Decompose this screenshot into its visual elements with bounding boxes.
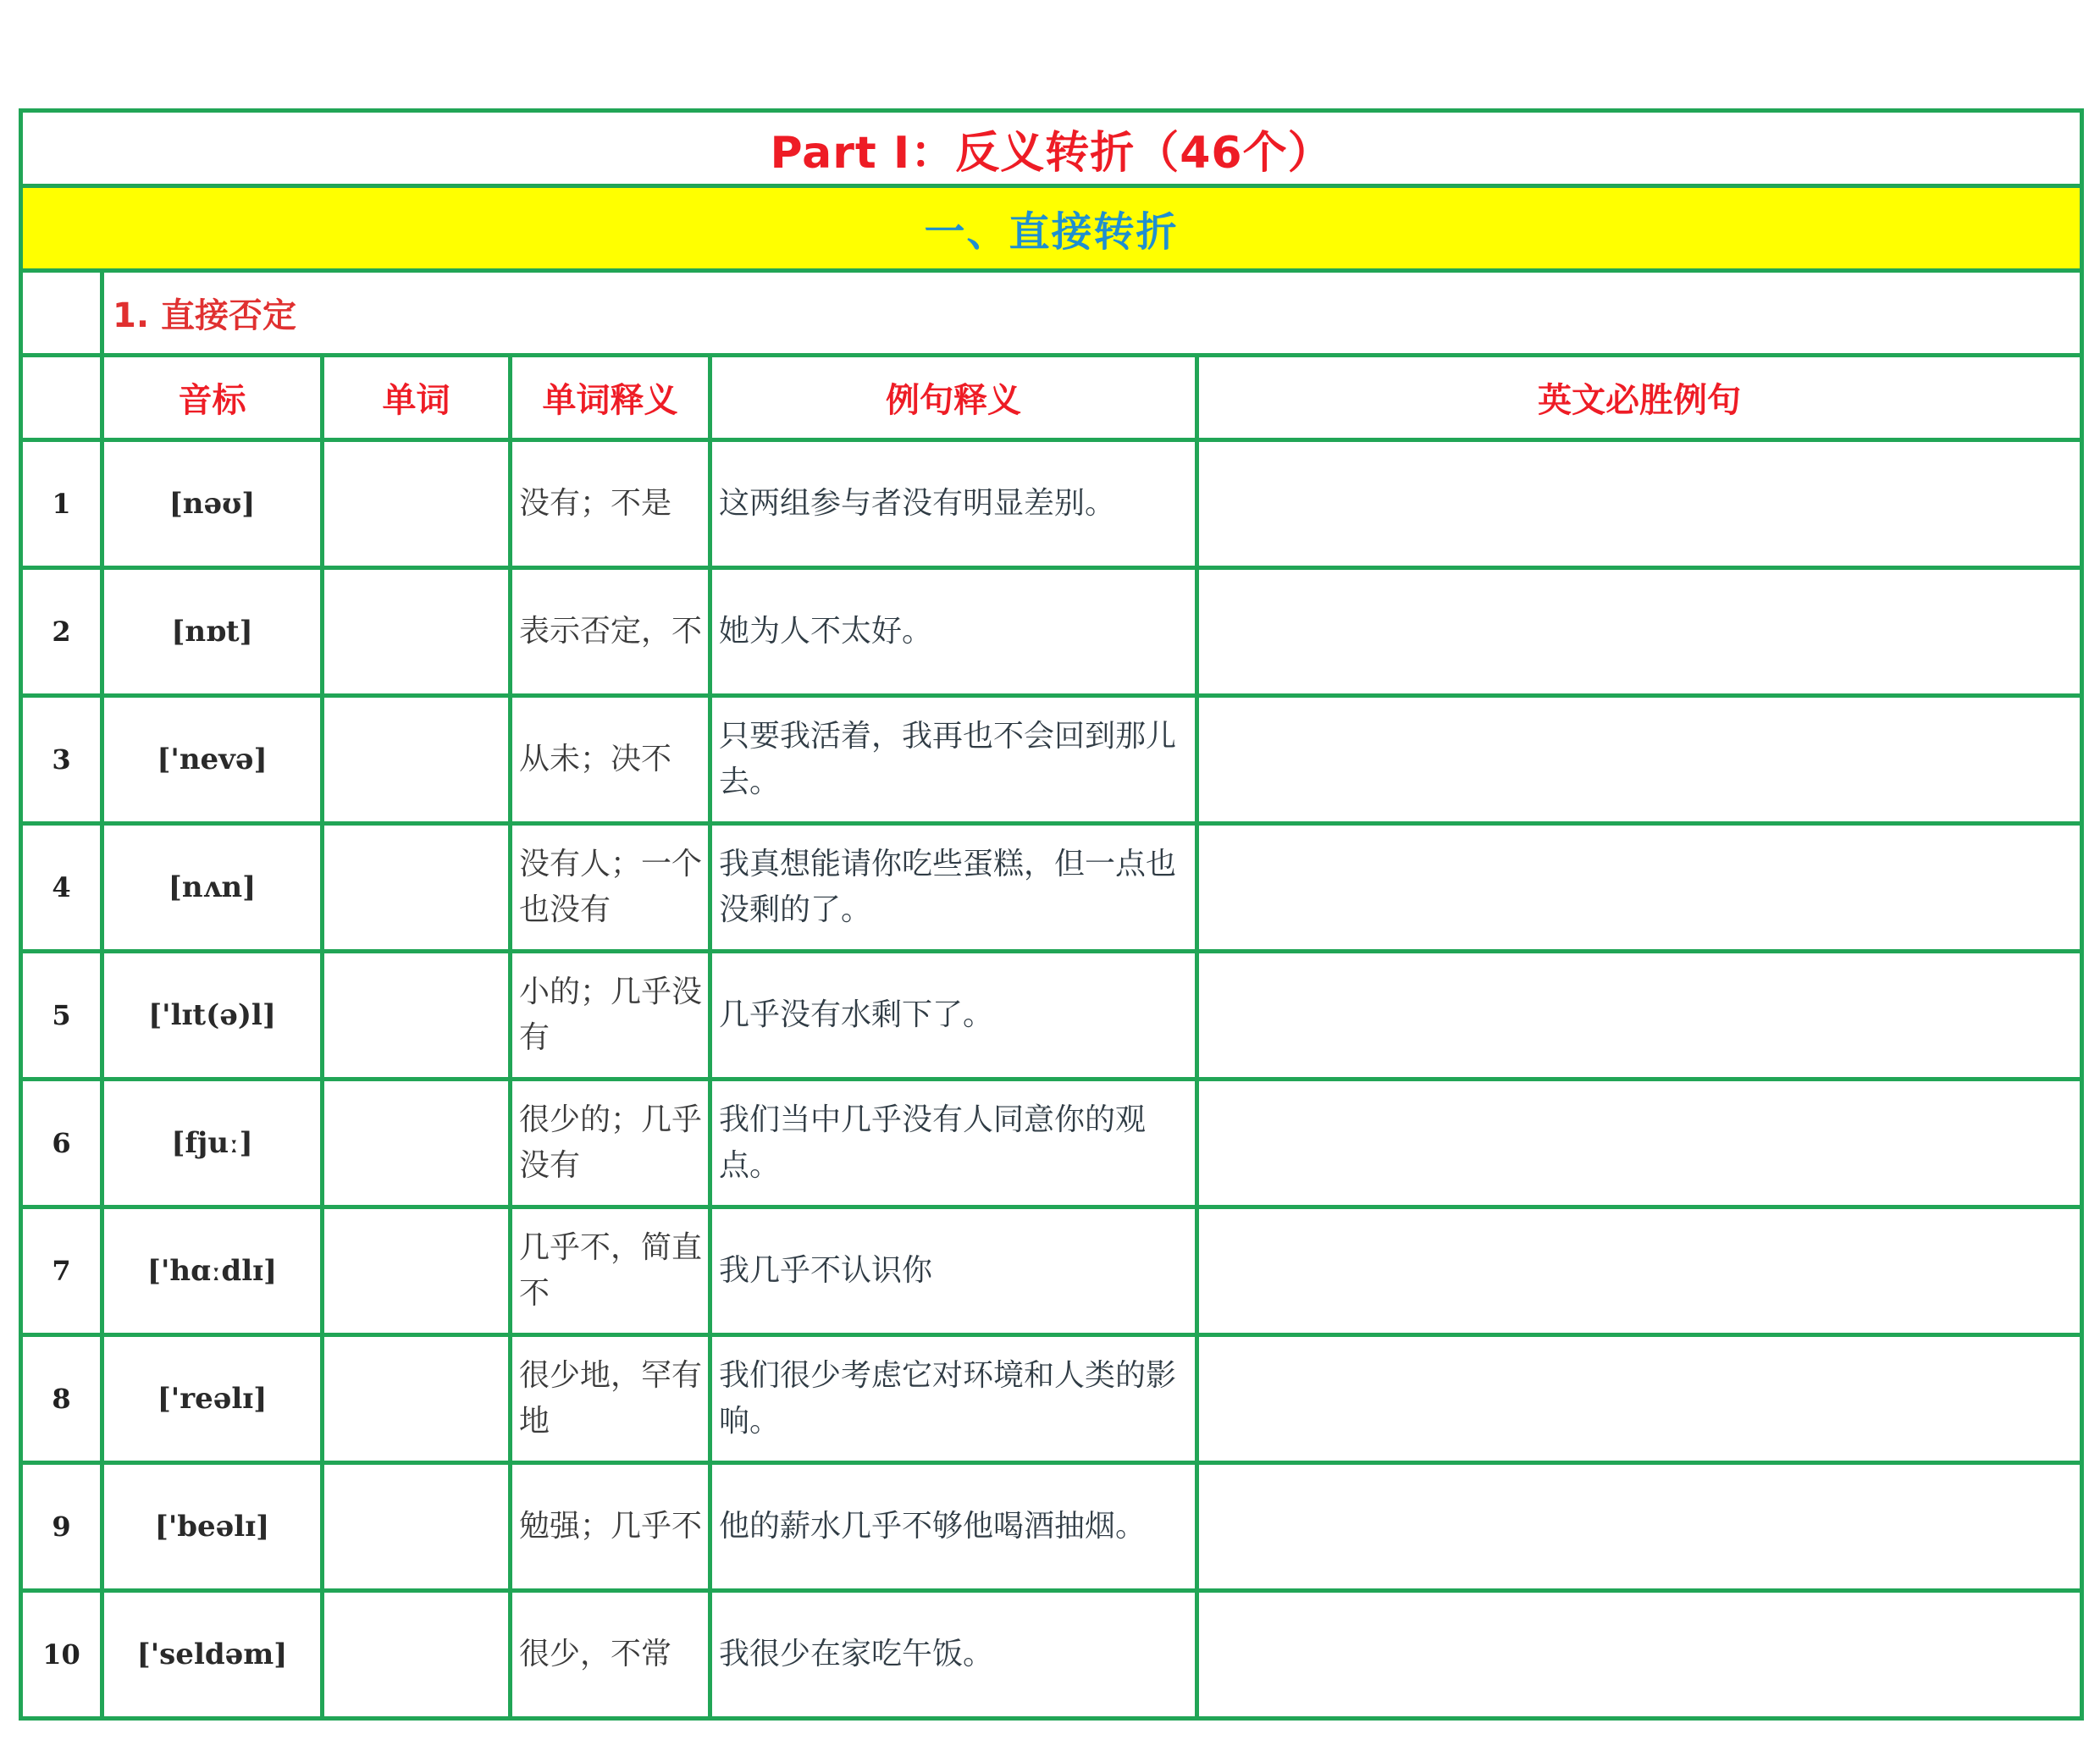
meaning-cell: 没有人；一个也没有 (511, 824, 710, 952)
example-meaning-cell: 我很少在家吃午饭。 (710, 1591, 1197, 1719)
phonetic-cell: ['reəlɪ] (102, 1335, 323, 1463)
title-row (21, 111, 2082, 186)
page-title: Part I：反义转折（46个） (21, 111, 2082, 186)
word-cell (323, 1080, 511, 1207)
word-cell (323, 568, 511, 696)
english-example-cell (1197, 952, 2082, 1080)
table-row (21, 1080, 2082, 1207)
english-example-cell (1197, 824, 2082, 952)
header-english-example: 英文必胜例句 (1197, 356, 2082, 440)
phonetic-cell: ['hɑːdlɪ] (102, 1207, 323, 1335)
example-meaning-cell: 我真想能请你吃些蛋糕，但一点也没剩的了。 (710, 824, 1197, 952)
word-cell (323, 1591, 511, 1719)
row-number: 7 (21, 1207, 102, 1335)
table-row (21, 568, 2082, 696)
row-number: 1 (21, 440, 102, 568)
header-word: 单词 (323, 356, 511, 440)
english-example-cell (1197, 1591, 2082, 1719)
row-number: 9 (21, 1463, 102, 1591)
example-meaning-cell: 这两组参与者没有明显差别。 (710, 440, 1197, 568)
meaning-cell: 几乎不，简直不 (511, 1207, 710, 1335)
section-heading: 一、直接转折 (21, 186, 2082, 271)
meaning-cell: 很少地，罕有地 (511, 1335, 710, 1463)
example-meaning-cell: 她为人不太好。 (710, 568, 1197, 696)
phonetic-cell: [fjuː] (102, 1080, 323, 1207)
meaning-cell: 小的；几乎没有 (511, 952, 710, 1080)
subsection-heading: 1. 直接否定 (102, 271, 2082, 356)
english-example-cell (1197, 696, 2082, 824)
meaning-cell: 勉强；几乎不 (511, 1463, 710, 1591)
meaning-cell: 很少的；几乎没有 (511, 1080, 710, 1207)
example-meaning-cell: 他的薪水几乎不够他喝酒抽烟。 (710, 1463, 1197, 1591)
phonetic-cell: ['nevə] (102, 696, 323, 824)
header-meaning: 单词释义 (511, 356, 710, 440)
header-example-meaning: 例句释义 (710, 356, 1197, 440)
english-example-cell (1197, 1207, 2082, 1335)
example-meaning-cell: 我们当中几乎没有人同意你的观点。 (710, 1080, 1197, 1207)
phonetic-cell: ['beəlɪ] (102, 1463, 323, 1591)
english-example-cell (1197, 1463, 2082, 1591)
meaning-cell: 没有；不是 (511, 440, 710, 568)
word-cell (323, 952, 511, 1080)
word-cell (323, 824, 511, 952)
row-number: 4 (21, 824, 102, 952)
english-example-cell (1197, 440, 2082, 568)
table-row (21, 696, 2082, 824)
word-cell (323, 1463, 511, 1591)
word-cell (323, 696, 511, 824)
subsection-row (21, 271, 2082, 356)
example-meaning-cell: 我们很少考虑它对环境和人类的影响。 (710, 1335, 1197, 1463)
row-number: 5 (21, 952, 102, 1080)
table-row (21, 824, 2082, 952)
word-cell (323, 1335, 511, 1463)
header-num (21, 356, 102, 440)
row-number: 3 (21, 696, 102, 824)
table-row (21, 1335, 2082, 1463)
phonetic-cell: ['seldəm] (102, 1591, 323, 1719)
word-cell (323, 440, 511, 568)
word-cell (323, 1207, 511, 1335)
table-row (21, 440, 2082, 568)
phonetic-cell: ['lɪt(ə)l] (102, 952, 323, 1080)
header-ipa: 音标 (102, 356, 323, 440)
vocabulary-sheet (19, 108, 2080, 1721)
example-meaning-cell: 我几乎不认识你 (710, 1207, 1197, 1335)
table-row (21, 1591, 2082, 1719)
row-number: 8 (21, 1335, 102, 1463)
subsection-spacer-cell (21, 271, 102, 356)
column-header-row (21, 356, 2082, 440)
vocabulary-table (19, 108, 2084, 1721)
example-meaning-cell: 只要我活着，我再也不会回到那儿去。 (710, 696, 1197, 824)
table-row (21, 1463, 2082, 1591)
section-row (21, 186, 2082, 271)
meaning-cell: 从未；决不 (511, 696, 710, 824)
phonetic-cell: [nɒt] (102, 568, 323, 696)
example-meaning-cell: 几乎没有水剩下了。 (710, 952, 1197, 1080)
english-example-cell (1197, 568, 2082, 696)
meaning-cell: 很少，不常 (511, 1591, 710, 1719)
phonetic-cell: [nəʊ] (102, 440, 323, 568)
phonetic-cell: [nʌn] (102, 824, 323, 952)
meaning-cell: 表示否定，不 (511, 568, 710, 696)
table-row (21, 1207, 2082, 1335)
english-example-cell (1197, 1335, 2082, 1463)
row-number: 6 (21, 1080, 102, 1207)
table-row (21, 952, 2082, 1080)
row-number: 10 (21, 1591, 102, 1719)
row-number: 2 (21, 568, 102, 696)
english-example-cell (1197, 1080, 2082, 1207)
